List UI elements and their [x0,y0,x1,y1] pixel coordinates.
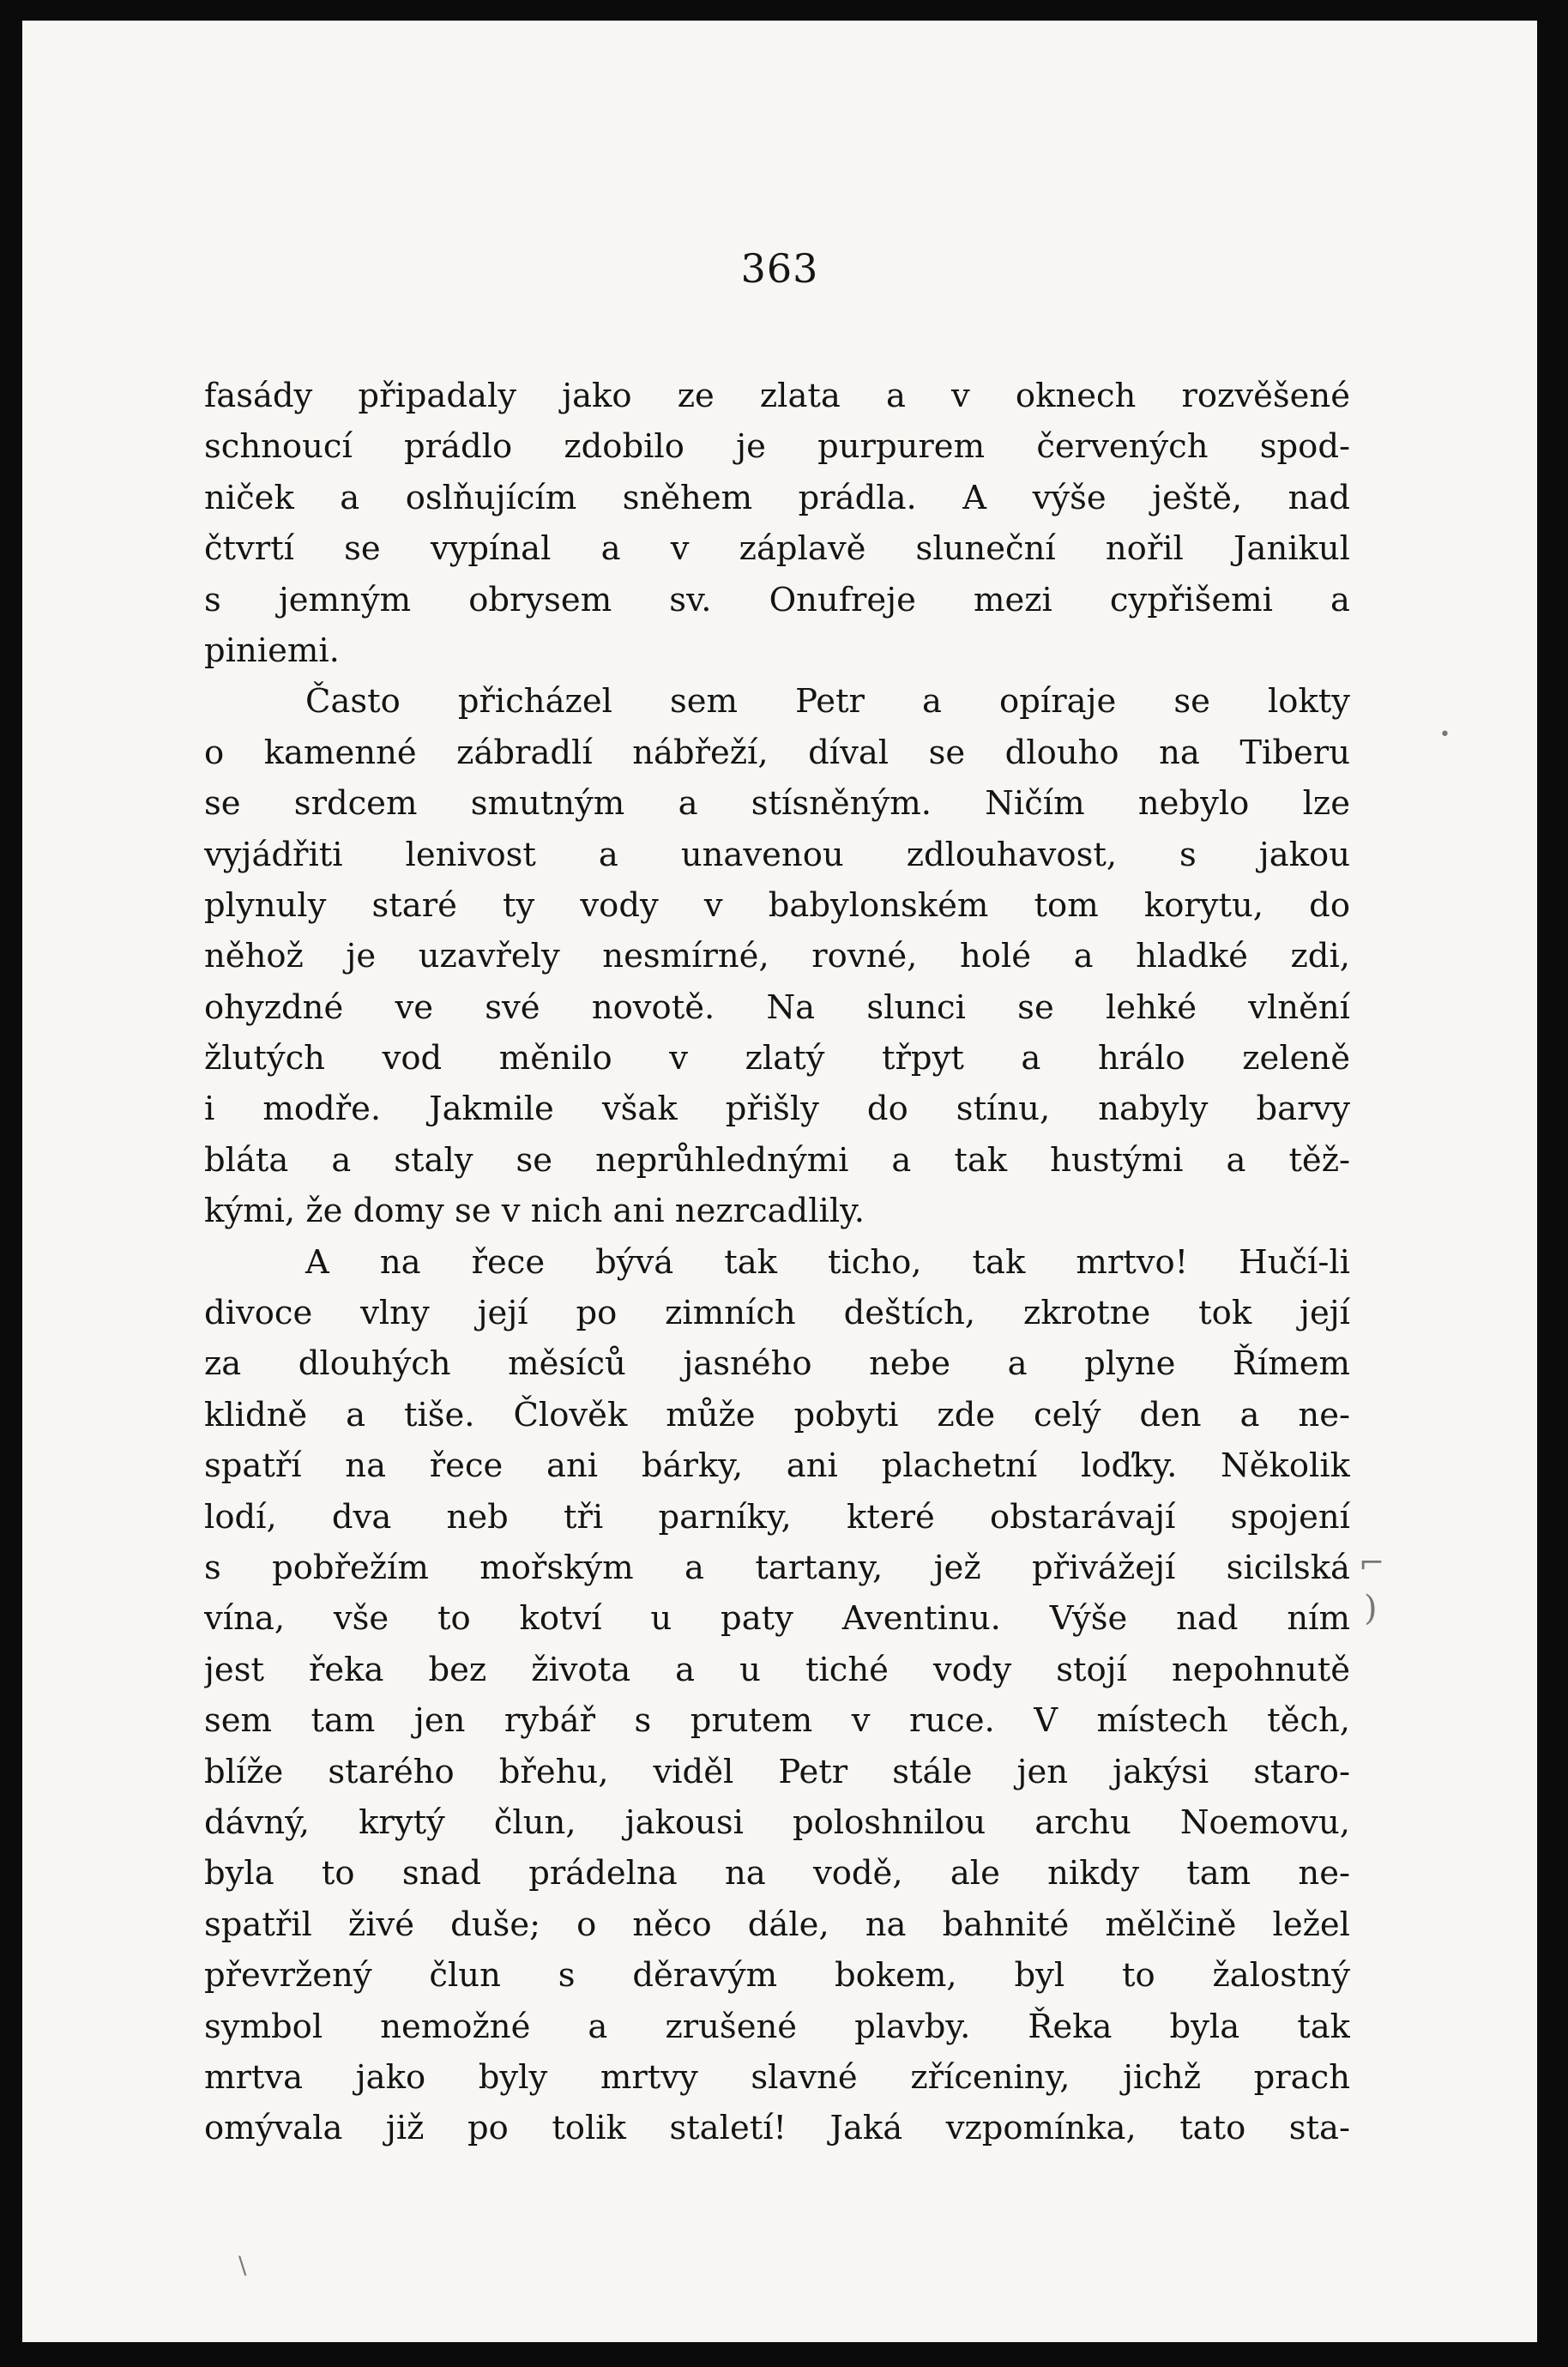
text-line: vyjádřiti lenivost a unavenou zdlouhavost, s jakou [204,835,1350,874]
text-line: piniemi. [204,631,340,670]
text-line: sem tam jen rybář s prutem v ruce. V místech těch, [204,1701,1350,1741]
text-line: kými, že domy se v nich ani nezrcadlily. [204,1192,865,1231]
text-line: převržený člun s děravým bokem, byl to žalostný [204,1956,1350,1996]
text-line: blíže starého břehu, viděl Petr stále jen jakýsi staro- [204,1752,1350,1791]
text-line: fasády připadaly jako ze zlata a v oknech rozvěšené [204,377,1350,415]
text-line: vína, vše to kotví u paty Aventinu. Výše nad ním [204,1599,1350,1639]
body-text [204,371,1350,2154]
text-line: divoce vlny její po zimních deštích, zkrotne tok její [204,1294,1350,1333]
text-line: čtvrtí se vypínal a v záplavě sluneční nořil Janikul [204,529,1350,569]
page-number: 363 [740,245,819,292]
scanned-page [22,21,1537,2342]
text-line: omývala již po tolik staletí! Jaká vzpomínka, tato sta- [204,2109,1350,2148]
text-line: o kamenné zábradlí nábřeží, díval se dlouho na Tiberu [204,733,1350,772]
margin-scan-mark: ) [1364,1589,1378,1628]
text-line: Často přicházel sem Petr a opíraje se lokty [305,682,1350,722]
text-line: spatří na řece ani bárky, ani plachetní loďky. Několik [204,1446,1350,1486]
text-line: ohyzdné ve své novotě. Na slunci se lehké vlnění [204,987,1350,1027]
text-line: dávný, krytý člun, jakousi poloshnilou archu Noemovu, [204,1802,1350,1842]
text-line: spatřil živé duše; o něco dále, na bahnité mělčině ležel [204,1905,1350,1944]
margin-scan-mark: ⌐ [1359,1546,1385,1581]
margin-scan-mark: \ [238,2251,247,2279]
text-line: plynuly staré ty vody v babylonském tom korytu, do [204,885,1350,925]
text-line: za dlouhých měsíců jasného nebe a plyne Římem [204,1344,1350,1384]
text-line: něhož je uzavřely nesmírné, rovné, holé a hladké zdi, [204,937,1350,976]
text-line: mrtva jako byly mrtvy slavné zříceniny, jichž prach [204,2057,1350,2097]
text-line: klidně a tiše. Člověk může pobyti zde celý den a ne- [204,1395,1350,1434]
text-line: i modře. Jakmile však přišly do stínu, nabyly barvy [204,1090,1350,1129]
text-line: symbol nemožné a zrušené plavby. Řeka byla tak [204,2007,1350,2046]
text-line: A na řece bývá tak ticho, tak mrtvo! Hučí-li [305,1242,1350,1282]
text-line: se srdcem smutným a stísněným. Ničím nebylo lze [204,784,1350,824]
text-line: niček a oslňujícím sněhem prádla. A výše ještě, nad [204,478,1350,517]
text-line: bláta a staly se neprůhlednými a tak hustými a těž- [204,1140,1350,1180]
text-line: lodí, dva neb tři parníky, které obstarávají spojení [204,1497,1350,1537]
text-line: byla to snad prádelna na vodě, ale nikdy tam ne- [204,1854,1350,1893]
text-line: s pobřežím mořským a tartany, jež přivážejí sicilská [204,1548,1350,1587]
text-line: jest řeka bez života a u tiché vody stojí nepohnutě [204,1650,1350,1689]
text-line: schnoucí prádlo zdobilo je purpurem červených spod- [204,427,1350,467]
text-line: žlutých vod měnilo v zlatý třpyt a hrálo zeleně [204,1039,1350,1078]
margin-scan-mark: • [1439,724,1450,746]
text-line: s jemným obrysem sv. Onufreje mezi cypřišemi a [204,580,1350,619]
